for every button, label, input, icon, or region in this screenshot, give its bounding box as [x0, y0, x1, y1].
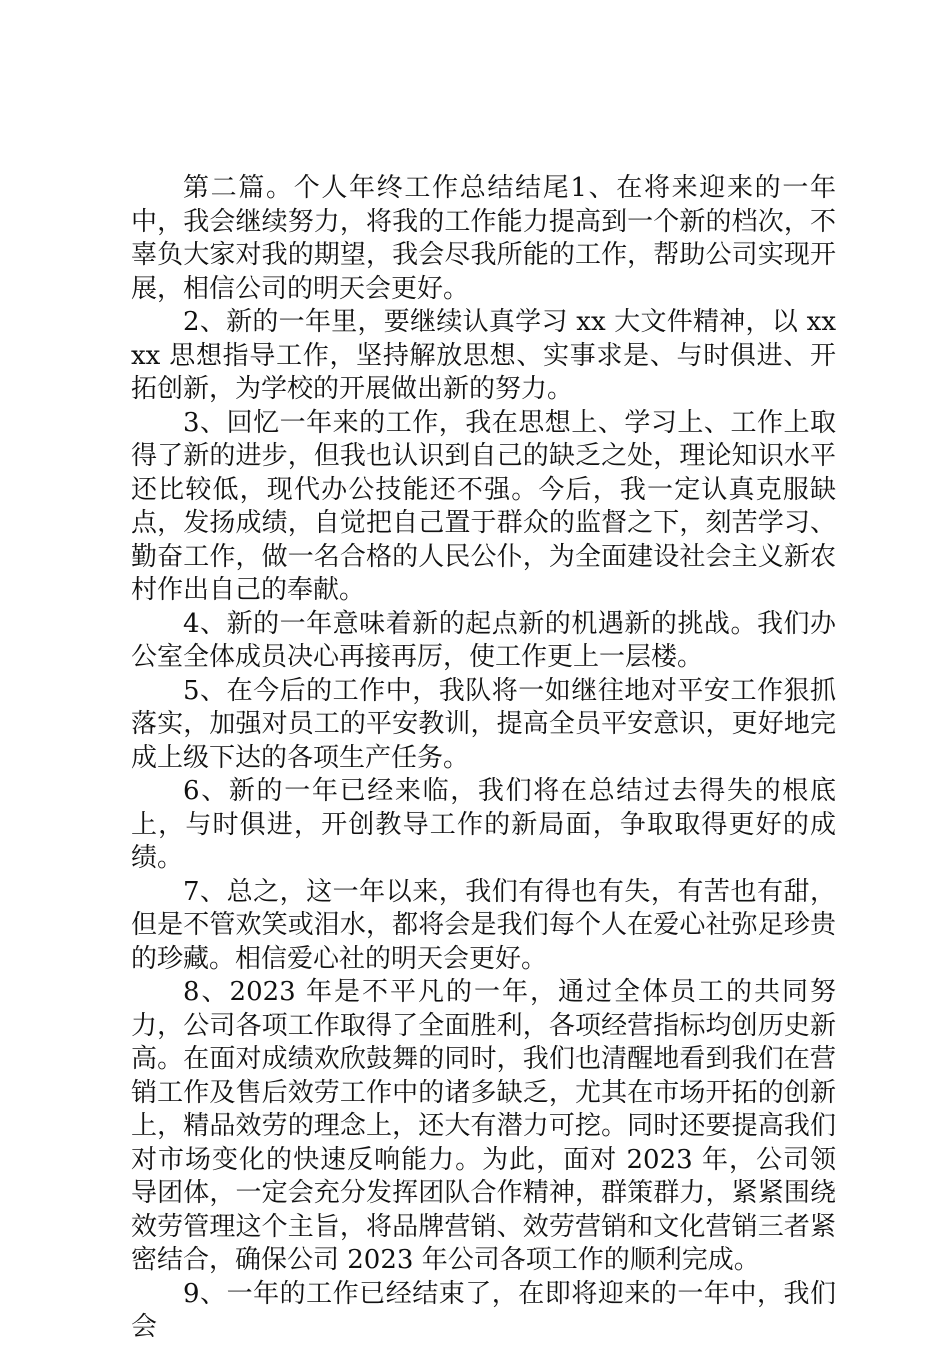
paragraph-7: 7、总之，这一年以来，我们有得也有失，有苦也有甜，但是不管欢笑或泪水，都将会是我们每个人在爱心社弥足珍贵的珍藏。相信爱心社的明天会更好。 — [131, 876, 836, 974]
paragraph-3: 3、回忆一年来的工作，我在思想上、学习上、工作上取得了新的进步，但我也认识到自己的缺乏之处，理论知识水平还比较低，现代办公技能还不强。今后，我一定认真克服缺点，发扬成绩，自觉把自己置于群众的监督之下，刻苦学习、勤奋工作，做一名合格的人民公仆，为全面建设社会主义新农村作出自己的奉献。 — [131, 407, 836, 605]
paragraph-9: 9、一年的工作已经结束了，在即将迎来的一年中，我们会 — [131, 1278, 836, 1342]
paragraph-8: 8、2023 年是不平凡的一年，通过全体员工的共同努力，公司各项工作取得了全面胜利，各项经营指标均创历史新高。在面对成绩欢欣鼓舞的同时，我们也清醒地看到我们在营销工作及售后效劳工作中的诸多缺乏，尤其在市场开拓的创新上，精品效劳的理念上，还大有潜力可挖。同时还要提高我们对市场变化的快速反响能力。为此，面对 2023 年，公司领导团体，一定会充分发挥团队合作精神，群策群力，紧紧围绕效劳管理这个主旨，将品牌营销、效劳营销和文化营销三者紧密结合，确保公司 2023 年公司各项工作的顺利完成。 — [131, 977, 836, 1275]
paragraph-4: 4、新的一年意味着新的起点新的机遇新的挑战。我们办公室全体成员决心再接再厉，使工作更上一层楼。 — [131, 608, 836, 672]
paragraph-5: 5、在今后的工作中，我队将一如继往地对平安工作狠抓落实，加强对员工的平安教训，提高全员平安意识，更好地完成上级下达的各项生产任务。 — [131, 675, 836, 773]
paragraph-2: 2、新的一年里，要继续认真学习 xx 大文件精神，以 xxxx 思想指导工作，坚持解放思想、实事求是、与时俱进、开拓创新，为学校的开展做出新的努力。 — [131, 307, 836, 404]
paragraph-1: 第二篇。个人年终工作总结结尾1、在将来迎来的一年中，我会继续努力，将我的工作能力提高到一个新的档次，不辜负大家对我的期望，我会尽我所能的工作，帮助公司实现开展，相信公司的明天会更好。 — [131, 173, 836, 304]
document-body — [131, 172, 836, 1345]
paragraph-6: 6、新的一年已经来临，我们将在总结过去得失的根底上，与时俱进，开创教导工作的新局面，争取取得更好的成绩。 — [131, 776, 836, 873]
